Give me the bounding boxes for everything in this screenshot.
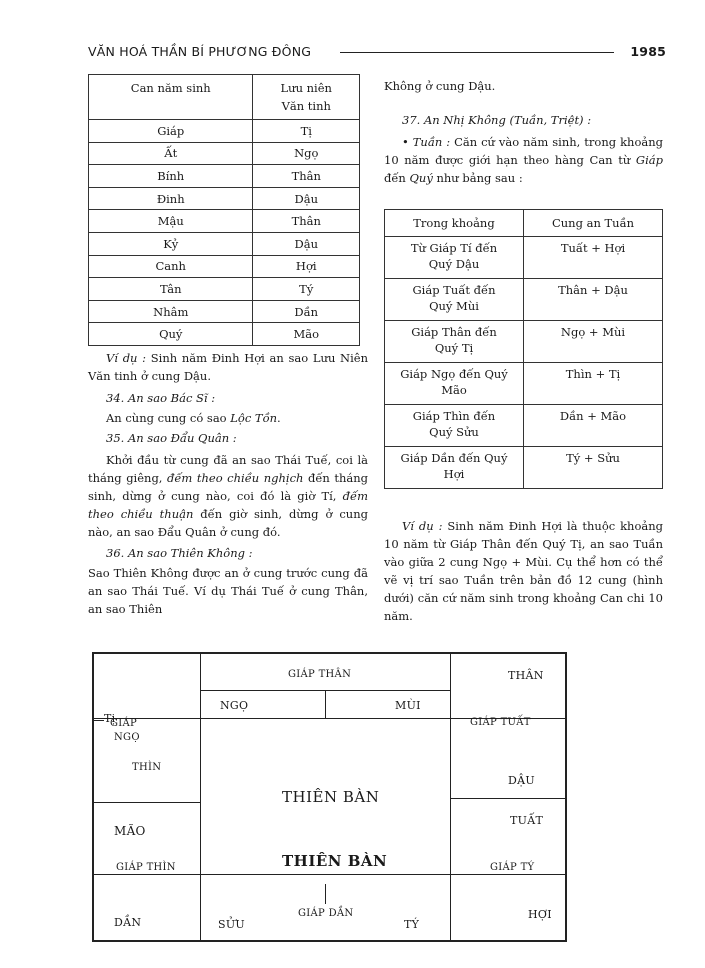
- twelve-palace-board: [92, 652, 567, 942]
- table-row: [385, 237, 663, 279]
- text-run: .: [277, 410, 281, 425]
- text-emphasis: Lộc Tồn: [230, 410, 278, 425]
- page-header: [88, 44, 666, 62]
- table-cell: Đinh: [89, 187, 253, 210]
- table-cell: Thìn + Tị: [524, 363, 663, 405]
- table-cell: [385, 237, 524, 279]
- table-cell: [385, 363, 524, 405]
- palace-giap-thin: GIÁP THÌN: [116, 862, 176, 873]
- board-inner-left-line: [200, 652, 201, 942]
- table-cell: Tị: [253, 120, 360, 143]
- example-paragraph: [384, 517, 663, 625]
- text-emphasis: Quý: [409, 171, 433, 185]
- table-cell: [385, 447, 524, 489]
- section-34-title: 34. An sao Bác Sĩ :: [106, 390, 216, 405]
- board-bottom-mid-tick: [325, 884, 326, 904]
- palace-giap-than: GIÁP THÂN: [288, 669, 352, 680]
- table-row: [89, 323, 360, 346]
- text-run: như bảng sau :: [432, 171, 523, 185]
- text-run: đến tháng sinh, dừng ở cung nào, coi đó là giờ Tí,: [88, 470, 368, 503]
- table-cell: Mậu: [89, 210, 253, 233]
- board-center-bottom: [200, 874, 450, 875]
- palace-mao: MÃO: [114, 824, 146, 838]
- board-frame-top: [92, 652, 567, 654]
- palace-thin: THÌN: [132, 762, 162, 773]
- table-cell: Hợi: [253, 255, 360, 278]
- continuation-text: Không ở cung Dậu.: [384, 79, 496, 93]
- cell-line: Quý Tị: [434, 341, 474, 355]
- board-left-divider-2: [92, 802, 200, 803]
- table-cell: Dậu: [253, 187, 360, 210]
- text-run: An cùng cung có sao: [106, 410, 231, 425]
- tuan-paragraph: [384, 133, 663, 187]
- board-frame-left: [92, 652, 94, 942]
- tuan-label: Tuần :: [412, 135, 451, 149]
- cell-line: Giáp Thân đến: [411, 325, 497, 339]
- table-row: [385, 363, 663, 405]
- table-cell: [385, 279, 524, 321]
- board-right-divider-3: [450, 874, 567, 875]
- table-cell: Giáp: [89, 120, 253, 143]
- right-column: [384, 74, 663, 625]
- column-header-cung-an-tuan: Cung an Tuần: [524, 210, 663, 237]
- text-emphasis: Giáp: [635, 153, 663, 167]
- table-cell: [385, 405, 524, 447]
- table-row: [89, 210, 360, 233]
- table-cell: Thân: [253, 165, 360, 188]
- section-36-title: 36. An sao Thiên Không :: [106, 545, 253, 560]
- table-cell: Tuất + Hợi: [524, 237, 663, 279]
- table-cell: Tý: [253, 278, 360, 301]
- table-row: [89, 232, 360, 255]
- table-row: [89, 300, 360, 323]
- table-cell: Ngọ + Mùi: [524, 321, 663, 363]
- column-header-can: Can năm sinh: [89, 75, 253, 120]
- table-cell: Dần + Mão: [524, 405, 663, 447]
- board-inner-right-line: [450, 652, 451, 942]
- text-run: Khởi đầu từ cung đã an sao Thái Tuế, coi là tháng giêng,: [88, 452, 368, 485]
- table-cell: Ất: [89, 142, 253, 165]
- luu-nien-van-tinh-table: [88, 74, 360, 346]
- palace-hoi: HỢI: [528, 908, 552, 921]
- tuan-table: [384, 209, 663, 489]
- board-top-mid-tick: [325, 690, 326, 718]
- table-cell: Mão: [253, 323, 360, 346]
- header-line: Văn tinh: [281, 99, 331, 113]
- table-row: [385, 279, 663, 321]
- palace-dan: DẦN: [114, 916, 142, 929]
- table-cell: Nhâm: [89, 300, 253, 323]
- table-cell: Quý: [89, 323, 253, 346]
- table-row: [89, 278, 360, 301]
- palace-giap-ty: GIÁP TÝ: [490, 862, 535, 873]
- table-cell: Thân: [253, 210, 360, 233]
- table-row: [385, 321, 663, 363]
- column-header-luu-nien: [253, 75, 360, 120]
- table-header-row: [385, 210, 663, 237]
- cell-line: Mão: [441, 383, 467, 397]
- example-text: Sinh năm Đinh Hợi là thuộc khoảng 10 năm từ Giáp Thân đến Quý Tị, an sao Tuần vào giữa 2 cung Ngọ + Mùi. Cụ thể hơn có thể vẽ vị trí sao Tuần trên bản đồ 12 cung (hình dưới) căn cứ năm sinh trong khoảng Can chi 10 năm.: [384, 519, 664, 623]
- example-text: Sinh năm Đinh Hợi an sao Lưu Niên Văn tinh ở cung Dậu.: [88, 350, 369, 383]
- cell-line: Giáp Tuất đến: [412, 283, 496, 297]
- cell-line: Quý Mùi: [429, 299, 479, 313]
- section-35-text: [88, 451, 368, 541]
- palace-ty: TÝ: [404, 918, 420, 931]
- text-emphasis: đếm theo chiều thuận: [88, 488, 368, 521]
- palace-giap-dan: GIÁP DẦN: [298, 908, 354, 919]
- cell-line: Hợi: [443, 467, 465, 481]
- palace-tuat: TUẤT: [510, 814, 544, 827]
- table-row: [385, 405, 663, 447]
- center-label-2: THIÊN BÀN: [282, 852, 388, 870]
- board-ti-tick: [92, 720, 104, 721]
- palace-giap-ngo-line1: GIÁP: [110, 718, 138, 729]
- table-cell: Bính: [89, 165, 253, 188]
- table-row: [89, 255, 360, 278]
- table-row: [89, 120, 360, 143]
- cell-line: Giáp Ngọ đến Quý: [400, 367, 508, 381]
- board-left-divider-3: [92, 874, 200, 875]
- table-row: [89, 142, 360, 165]
- section-35-title: 35. An sao Đẩu Quân :: [106, 430, 237, 445]
- page-number: 1985: [630, 44, 666, 59]
- palace-dau: DẬU: [508, 774, 535, 787]
- table-cell: [385, 321, 524, 363]
- table-cell: Tân: [89, 278, 253, 301]
- board-right-divider-2: [450, 798, 567, 799]
- example-label: Ví dụ :: [402, 519, 443, 533]
- left-column: [88, 74, 368, 618]
- section-34-text: [88, 409, 368, 427]
- header-line: Lưu niên: [280, 81, 332, 95]
- table-header-row: [89, 75, 360, 120]
- palace-giap-ngo-line2: NGỌ: [114, 732, 140, 743]
- example-label: Ví dụ :: [106, 350, 147, 365]
- cell-line: Từ Giáp Tí đến: [410, 241, 498, 255]
- section-37-title: 37. An Nhị Không (Tuần, Triệt) :: [402, 113, 592, 127]
- table-cell: Canh: [89, 255, 253, 278]
- table-cell: Ngọ: [253, 142, 360, 165]
- palace-mui: MÙI: [395, 699, 421, 712]
- cell-line: Quý Sửu: [429, 425, 479, 439]
- text-emphasis: đếm theo chiều nghịch: [167, 470, 304, 485]
- palace-ngo: NGỌ: [220, 699, 249, 712]
- table-cell: Kỷ: [89, 232, 253, 255]
- board-frame-right: [565, 652, 567, 942]
- column-header-khoang: Trong khoảng: [385, 210, 524, 237]
- header-rule: [340, 52, 614, 53]
- cell-line: Giáp Thìn đến: [412, 409, 496, 423]
- table-row: [385, 447, 663, 489]
- table-cell: Thân + Dậu: [524, 279, 663, 321]
- palace-giap-tuat: GIÁP TUẤT: [470, 717, 531, 728]
- palace-than: THÂN: [508, 669, 544, 682]
- section-36-text: Sao Thiên Không được an ở cung trước cung đã an sao Thái Tuế. Ví dụ Thái Tuế ở cung Thân, an sao Thiên: [88, 565, 368, 616]
- table-cell: Tý + Sửu: [524, 447, 663, 489]
- example-paragraph: [88, 349, 368, 385]
- cell-line: Giáp Dần đến Quý: [400, 451, 508, 465]
- table-cell: Dần: [253, 300, 360, 323]
- cell-line: Quý Dậu: [428, 257, 480, 271]
- text-run: đến: [384, 171, 410, 185]
- table-row: [89, 165, 360, 188]
- text-run: đến giờ sinh, dừng ở cung nào, an sao Đẩu Quân ở cung đó.: [88, 506, 368, 539]
- palace-ti: Tị: [104, 712, 116, 725]
- bullet: •: [402, 135, 413, 149]
- table-row: [89, 187, 360, 210]
- running-title: VĂN HOÁ THẦN BÍ PHƯƠNG ĐÔNG: [88, 44, 312, 59]
- text-run: Căn cứ vào năm sinh, trong khoảng 10 năm được giới hạn theo hàng Can từ: [384, 135, 663, 167]
- board-center-top: [200, 718, 450, 719]
- table-cell: Dậu: [253, 232, 360, 255]
- board-frame-bottom: [92, 940, 567, 942]
- palace-suu: SỬU: [218, 918, 245, 931]
- center-label-1: THIÊN BÀN: [282, 788, 380, 806]
